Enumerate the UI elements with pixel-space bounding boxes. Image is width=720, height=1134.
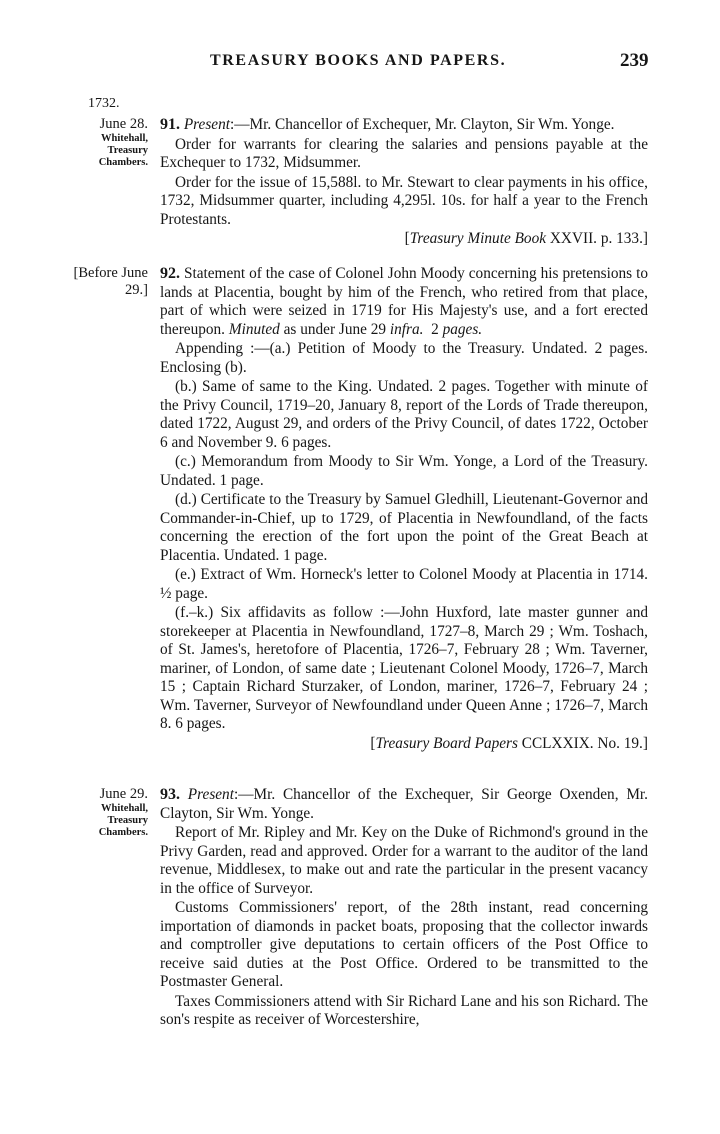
citation-source: Treasury Minute Book [409,230,547,247]
pages-label: pages. [442,320,483,338]
entry-93-place-2: Treasury [107,815,148,826]
entry-91-body [160,116,648,250]
present-label: Present [187,786,234,803]
citation-ref: XXVII. p. 133. [549,230,643,247]
citation-close-bracket: ] [642,230,648,247]
citation-ref: CCLXXIX. No. 19. [521,734,643,752]
paragraph: (f.–k.) Six affidavits as follow :—John Huxford, late master gunner and storekeeper at Placentia in Newfoundland, 1727–8, March 29 ; Wm. Toshach, of St. James's, heretofore of Placentia, 1726–7, February 28 ; Wm. Taverner, mariner, of London, of same date ; Lieutenant Colonel Moody, 1726–7, March 15 ; Captain Richard Sturzaker, of London, mariner, 1726–7, February 24 ; Wm. Taverner, Surveyor of Newfoundland under Queen Anne ; 1726–7, March 8. 6 pages. [160,604,648,732]
entry-93-date: June 29. [99,786,148,802]
entry-92-date: [Before June 29.] [73,265,148,298]
citation [160,230,648,249]
citation-source: Treasury Board Papers [375,734,518,752]
minuted-text: as under June 29 [283,320,387,338]
entry-93-body [160,786,648,1031]
running-header [0,46,720,76]
entry-92-body [160,265,648,754]
paragraph: Customs Commissioners' report, of the 28th instant, read concerning importation of diamonds in packet boats, proposing that the collector inwards and comptroller give deputations to certain officers of the Post Office to receive said duties at the Post Office. Ordered to be transmitted to the Postmaster General. [160,899,648,990]
paragraph: Taxes Commissioners attend with Sir Richard Lane and his son Richard. The son's respite as receiver of Worcestershire, [160,992,648,1028]
entry-number: 91. [160,116,180,133]
paragraph: Order for the issue of 15,588l. to Mr. Stewart to clear payments in his office, 1732, Midsummer quarter, including 4,295l. 10s. for half a year to the French Protestants. [160,173,648,228]
paragraph: (d.) Certificate to the Treasury by Samuel Gledhill, Lieutenant-Governor and Commander-in-Chief, up to 1729, of Placentia in Newfoundland, of the facts concerning the erection of the fort upon the point of the Great Beach at Placentia. Undated. 1 page. [160,491,648,564]
running-title: TREASURY BOOKS AND PAPERS. [210,52,507,69]
entry-92-margin [66,265,148,299]
entry-91-place-2: Treasury [107,145,148,156]
entry-number: 93. [160,786,180,803]
entry-93-margin [66,786,148,839]
entry-91-place-1: Whitehall, [101,133,148,144]
present-label: Present [183,116,230,133]
entry-91-date: June 28. [99,116,148,132]
page-number: 239 [620,50,649,71]
citation-close-bracket: ] [642,734,648,752]
citation-open-bracket: [ [370,734,376,752]
entry-93-place-3: Chambers. [98,827,148,838]
infra-label: infra. [389,320,424,338]
entry-91-lead [160,116,648,135]
entry-number: 92. [160,265,180,282]
attendance-text: :—Mr. Chancellor of Exchequer, Mr. Clayton, Sir Wm. Yonge. [230,116,615,133]
minuted-label: Minuted [228,320,280,338]
paragraph: Report of Mr. Ripley and Mr. Key on the Duke of Richmond's ground in the Privy Garden, read and approved. Order for a warrant to the auditor of the land revenue, Middlesex, to make out and rate the particular in the present vacancy in the office of Surveyor. [160,824,648,897]
entry-93-place-1: Whitehall, [101,803,148,814]
entry-93-lead [160,786,648,823]
margin-year: 1732. [88,96,120,111]
paragraph: (e.) Extract of Wm. Horneck's letter to Colonel Moody at Placentia in 1714. ½ page. [160,566,648,602]
paragraph: Order for warrants for clearing the salaries and pensions payable at the Exchequer to 1732, Midsummer. [160,135,648,171]
attendance-text: :—Mr. Chancellor of the Exchequer, Sir George Oxenden, Mr. Clayton, Sir Wm. Yonge. [160,786,648,822]
entry-91-margin [66,116,148,169]
citation [160,735,648,754]
paragraph: (b.) Same of same to the King. Undated. 2 pages. Together with minute of the Privy Council, 1719–20, January 8, report of the Lords of Trade thereupon, dated 1722, August 29, and orders of the Privy Council, of dates 1722, October 6 and November 9. 6 pages. [160,378,648,451]
paragraph: (c.) Memorandum from Moody to Sir Wm. Yonge, a Lord of the Treasury. Undated. 1 page. [160,453,648,489]
entry-92-lead [160,265,648,339]
statement-text: Statement of the case of Colonel John Moody concerning his pretensions to lands at Placentia, bought by him of the French, who retired from that place, part of which were seized in 1719 for His Majesty's use, and a fort erected thereupon. [160,265,648,338]
citation-open-bracket: [ [404,230,410,247]
paragraph: Appending :—(a.) Petition of Moody to the Treasury. Undated. 2 pages. Enclosing (b). [160,340,648,376]
page-count: 2 [431,320,439,338]
entry-91-place-3: Chambers. [98,157,148,168]
